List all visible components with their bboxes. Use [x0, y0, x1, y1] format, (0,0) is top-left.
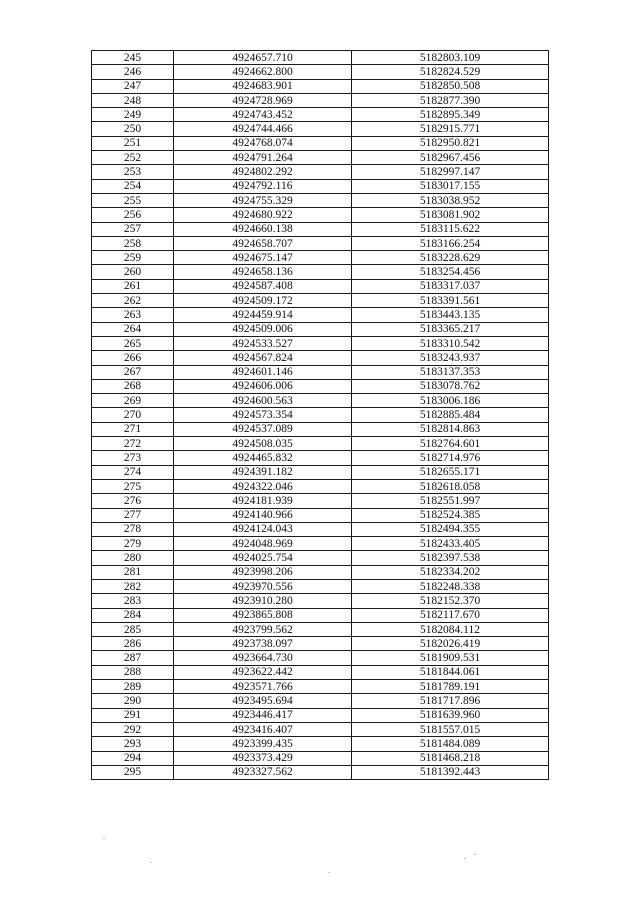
- x-coordinate-cell: 4923865.808: [174, 608, 352, 622]
- y-coordinate-cell: 5181392.443: [352, 765, 549, 779]
- x-coordinate-cell: 4924181.939: [174, 494, 352, 508]
- x-coordinate-cell: 4924680.922: [174, 208, 352, 222]
- x-coordinate-cell: 4924601.146: [174, 365, 352, 379]
- y-coordinate-cell: 5182152.370: [352, 594, 549, 608]
- table-row: [92, 65, 549, 79]
- coordinates-table-body: [92, 51, 549, 780]
- x-coordinate-cell: 4924658.136: [174, 265, 352, 279]
- y-coordinate-cell: 5183317.037: [352, 279, 549, 293]
- table-row: [92, 136, 549, 150]
- table-row: [92, 236, 549, 250]
- point-number-cell: 257: [92, 222, 174, 236]
- point-number-cell: 268: [92, 379, 174, 393]
- table-row: [92, 394, 549, 408]
- table-row: [92, 694, 549, 708]
- y-coordinate-cell: 5181909.531: [352, 651, 549, 665]
- point-number-cell: 253: [92, 165, 174, 179]
- y-coordinate-cell: 5182714.976: [352, 451, 549, 465]
- point-number-cell: 286: [92, 637, 174, 651]
- y-coordinate-cell: 5183443.135: [352, 308, 549, 322]
- table-row: [92, 637, 549, 651]
- point-number-cell: 254: [92, 179, 174, 193]
- x-coordinate-cell: 4923399.435: [174, 737, 352, 751]
- y-coordinate-cell: 5183166.254: [352, 236, 549, 250]
- x-coordinate-cell: 4924675.147: [174, 251, 352, 265]
- y-coordinate-cell: 5183137.353: [352, 365, 549, 379]
- table-row: [92, 294, 549, 308]
- y-coordinate-cell: 5182494.355: [352, 522, 549, 536]
- table-row: [92, 179, 549, 193]
- y-coordinate-cell: 5182877.390: [352, 93, 549, 107]
- y-coordinate-cell: 5182397.538: [352, 551, 549, 565]
- x-coordinate-cell: 4923622.442: [174, 665, 352, 679]
- table-row: [92, 51, 549, 65]
- y-coordinate-cell: 5182248.338: [352, 579, 549, 593]
- point-number-cell: 271: [92, 422, 174, 436]
- y-coordinate-cell: 5183243.937: [352, 351, 549, 365]
- y-coordinate-cell: 5182618.058: [352, 479, 549, 493]
- point-number-cell: 294: [92, 751, 174, 765]
- scan-speck: [103, 838, 105, 839]
- x-coordinate-cell: 4924728.969: [174, 93, 352, 107]
- x-coordinate-cell: 4924744.466: [174, 122, 352, 136]
- y-coordinate-cell: 5181717.896: [352, 694, 549, 708]
- table-row: [92, 193, 549, 207]
- x-coordinate-cell: 4924391.182: [174, 465, 352, 479]
- x-coordinate-cell: 4923970.556: [174, 579, 352, 593]
- y-coordinate-cell: 5182433.405: [352, 537, 549, 551]
- table-row: [92, 565, 549, 579]
- x-coordinate-cell: 4924660.138: [174, 222, 352, 236]
- x-coordinate-cell: 4924509.006: [174, 322, 352, 336]
- x-coordinate-cell: 4923373.429: [174, 751, 352, 765]
- x-coordinate-cell: 4924743.452: [174, 108, 352, 122]
- table-row: [92, 79, 549, 93]
- table-row: [92, 279, 549, 293]
- y-coordinate-cell: 5183081.902: [352, 208, 549, 222]
- point-number-cell: 248: [92, 93, 174, 107]
- point-number-cell: 293: [92, 737, 174, 751]
- table-row: [92, 751, 549, 765]
- y-coordinate-cell: 5182551.997: [352, 494, 549, 508]
- point-number-cell: 259: [92, 251, 174, 265]
- y-coordinate-cell: 5182655.171: [352, 465, 549, 479]
- table-row: [92, 308, 549, 322]
- table-row: [92, 608, 549, 622]
- y-coordinate-cell: 5182084.112: [352, 622, 549, 636]
- point-number-cell: 250: [92, 122, 174, 136]
- y-coordinate-cell: 5183078.762: [352, 379, 549, 393]
- x-coordinate-cell: 4924683.901: [174, 79, 352, 93]
- point-number-cell: 245: [92, 51, 174, 65]
- table-row: [92, 351, 549, 365]
- point-number-cell: 278: [92, 522, 174, 536]
- point-number-cell: 252: [92, 151, 174, 165]
- table-row: [92, 151, 549, 165]
- y-coordinate-cell: 5181844.061: [352, 665, 549, 679]
- x-coordinate-cell: 4924573.354: [174, 408, 352, 422]
- coordinates-table: [91, 50, 549, 780]
- table-row: [92, 722, 549, 736]
- point-number-cell: 280: [92, 551, 174, 565]
- y-coordinate-cell: 5183017.155: [352, 179, 549, 193]
- table-row: [92, 465, 549, 479]
- point-number-cell: 263: [92, 308, 174, 322]
- table-row: [92, 665, 549, 679]
- point-number-cell: 266: [92, 351, 174, 365]
- point-number-cell: 272: [92, 437, 174, 451]
- point-number-cell: 255: [92, 193, 174, 207]
- x-coordinate-cell: 4924802.292: [174, 165, 352, 179]
- y-coordinate-cell: 5182850.508: [352, 79, 549, 93]
- point-number-cell: 274: [92, 465, 174, 479]
- table-row: [92, 551, 549, 565]
- x-coordinate-cell: 4924792.116: [174, 179, 352, 193]
- x-coordinate-cell: 4924508.035: [174, 437, 352, 451]
- y-coordinate-cell: 5183115.622: [352, 222, 549, 236]
- point-number-cell: 264: [92, 322, 174, 336]
- x-coordinate-cell: 4924657.710: [174, 51, 352, 65]
- x-coordinate-cell: 4924755.329: [174, 193, 352, 207]
- point-number-cell: 291: [92, 708, 174, 722]
- y-coordinate-cell: 5183228.629: [352, 251, 549, 265]
- point-number-cell: 287: [92, 651, 174, 665]
- point-number-cell: 290: [92, 694, 174, 708]
- point-number-cell: 251: [92, 136, 174, 150]
- point-number-cell: 269: [92, 394, 174, 408]
- table-row: [92, 336, 549, 350]
- point-number-cell: 247: [92, 79, 174, 93]
- x-coordinate-cell: 4924459.914: [174, 308, 352, 322]
- x-coordinate-cell: 4924533.527: [174, 336, 352, 350]
- point-number-cell: 270: [92, 408, 174, 422]
- table-row: [92, 594, 549, 608]
- table-row: [92, 508, 549, 522]
- table-row: [92, 322, 549, 336]
- y-coordinate-cell: 5182803.109: [352, 51, 549, 65]
- scan-speck: [150, 862, 152, 863]
- table-row: [92, 651, 549, 665]
- x-coordinate-cell: 4924662.800: [174, 65, 352, 79]
- x-coordinate-cell: 4923416.407: [174, 722, 352, 736]
- y-coordinate-cell: 5182915.771: [352, 122, 549, 136]
- table-row: [92, 737, 549, 751]
- x-coordinate-cell: 4924322.046: [174, 479, 352, 493]
- x-coordinate-cell: 4923571.766: [174, 680, 352, 694]
- point-number-cell: 282: [92, 579, 174, 593]
- x-coordinate-cell: 4923446.417: [174, 708, 352, 722]
- point-number-cell: 258: [92, 236, 174, 250]
- x-coordinate-cell: 4923664.730: [174, 651, 352, 665]
- table-row: [92, 365, 549, 379]
- x-coordinate-cell: 4924658.707: [174, 236, 352, 250]
- table-row: [92, 265, 549, 279]
- table-row: [92, 379, 549, 393]
- point-number-cell: 288: [92, 665, 174, 679]
- x-coordinate-cell: 4924048.969: [174, 537, 352, 551]
- point-number-cell: 289: [92, 680, 174, 694]
- point-number-cell: 256: [92, 208, 174, 222]
- y-coordinate-cell: 5183391.561: [352, 294, 549, 308]
- scan-speck: [328, 872, 330, 873]
- point-number-cell: 265: [92, 336, 174, 350]
- point-number-cell: 267: [92, 365, 174, 379]
- point-number-cell: 275: [92, 479, 174, 493]
- table-row: [92, 93, 549, 107]
- y-coordinate-cell: 5181468.218: [352, 751, 549, 765]
- y-coordinate-cell: 5181557.015: [352, 722, 549, 736]
- y-coordinate-cell: 5182764.601: [352, 437, 549, 451]
- x-coordinate-cell: 4924600.563: [174, 394, 352, 408]
- table-row: [92, 222, 549, 236]
- y-coordinate-cell: 5182117.670: [352, 608, 549, 622]
- y-coordinate-cell: 5182814.863: [352, 422, 549, 436]
- x-coordinate-cell: 4923738.097: [174, 637, 352, 651]
- y-coordinate-cell: 5182524.385: [352, 508, 549, 522]
- y-coordinate-cell: 5182026.419: [352, 637, 549, 651]
- table-row: [92, 537, 549, 551]
- table-row: [92, 422, 549, 436]
- point-number-cell: 261: [92, 279, 174, 293]
- x-coordinate-cell: 4924124.043: [174, 522, 352, 536]
- x-coordinate-cell: 4924606.006: [174, 379, 352, 393]
- point-number-cell: 281: [92, 565, 174, 579]
- x-coordinate-cell: 4924768.074: [174, 136, 352, 150]
- table-row: [92, 165, 549, 179]
- scan-speck: [474, 854, 476, 855]
- table-row: [92, 108, 549, 122]
- table-row: [92, 122, 549, 136]
- point-number-cell: 262: [92, 294, 174, 308]
- y-coordinate-cell: 5182950.821: [352, 136, 549, 150]
- table-row: [92, 479, 549, 493]
- y-coordinate-cell: 5183038.952: [352, 193, 549, 207]
- table-row: [92, 251, 549, 265]
- y-coordinate-cell: 5182997.147: [352, 165, 549, 179]
- y-coordinate-cell: 5182824.529: [352, 65, 549, 79]
- table-row: [92, 408, 549, 422]
- table-row: [92, 451, 549, 465]
- table-row: [92, 579, 549, 593]
- y-coordinate-cell: 5181639.960: [352, 708, 549, 722]
- point-number-cell: 295: [92, 765, 174, 779]
- x-coordinate-cell: 4924025.754: [174, 551, 352, 565]
- point-number-cell: 277: [92, 508, 174, 522]
- y-coordinate-cell: 5183310.542: [352, 336, 549, 350]
- x-coordinate-cell: 4924587.408: [174, 279, 352, 293]
- point-number-cell: 279: [92, 537, 174, 551]
- x-coordinate-cell: 4923910.280: [174, 594, 352, 608]
- point-number-cell: 246: [92, 65, 174, 79]
- point-number-cell: 276: [92, 494, 174, 508]
- y-coordinate-cell: 5182334.202: [352, 565, 549, 579]
- y-coordinate-cell: 5181789.191: [352, 680, 549, 694]
- x-coordinate-cell: 4923327.562: [174, 765, 352, 779]
- y-coordinate-cell: 5181484.089: [352, 737, 549, 751]
- table-row: [92, 708, 549, 722]
- point-number-cell: 283: [92, 594, 174, 608]
- table-row: [92, 680, 549, 694]
- table-row: [92, 622, 549, 636]
- table-row: [92, 522, 549, 536]
- x-coordinate-cell: 4924140.966: [174, 508, 352, 522]
- x-coordinate-cell: 4924567.824: [174, 351, 352, 365]
- y-coordinate-cell: 5182895.349: [352, 108, 549, 122]
- point-number-cell: 249: [92, 108, 174, 122]
- x-coordinate-cell: 4924465.832: [174, 451, 352, 465]
- y-coordinate-cell: 5183254.456: [352, 265, 549, 279]
- y-coordinate-cell: 5183365.217: [352, 322, 549, 336]
- x-coordinate-cell: 4923495.694: [174, 694, 352, 708]
- point-number-cell: 292: [92, 722, 174, 736]
- y-coordinate-cell: 5182967.456: [352, 151, 549, 165]
- point-number-cell: 284: [92, 608, 174, 622]
- x-coordinate-cell: 4924509.172: [174, 294, 352, 308]
- point-number-cell: 260: [92, 265, 174, 279]
- x-coordinate-cell: 4923998.206: [174, 565, 352, 579]
- point-number-cell: 285: [92, 622, 174, 636]
- x-coordinate-cell: 4924791.264: [174, 151, 352, 165]
- x-coordinate-cell: 4924537.089: [174, 422, 352, 436]
- scan-speck: [464, 858, 466, 859]
- y-coordinate-cell: 5182885.484: [352, 408, 549, 422]
- y-coordinate-cell: 5183006.186: [352, 394, 549, 408]
- table-row: [92, 208, 549, 222]
- table-row: [92, 437, 549, 451]
- point-number-cell: 273: [92, 451, 174, 465]
- x-coordinate-cell: 4923799.562: [174, 622, 352, 636]
- table-row: [92, 765, 549, 779]
- table-row: [92, 494, 549, 508]
